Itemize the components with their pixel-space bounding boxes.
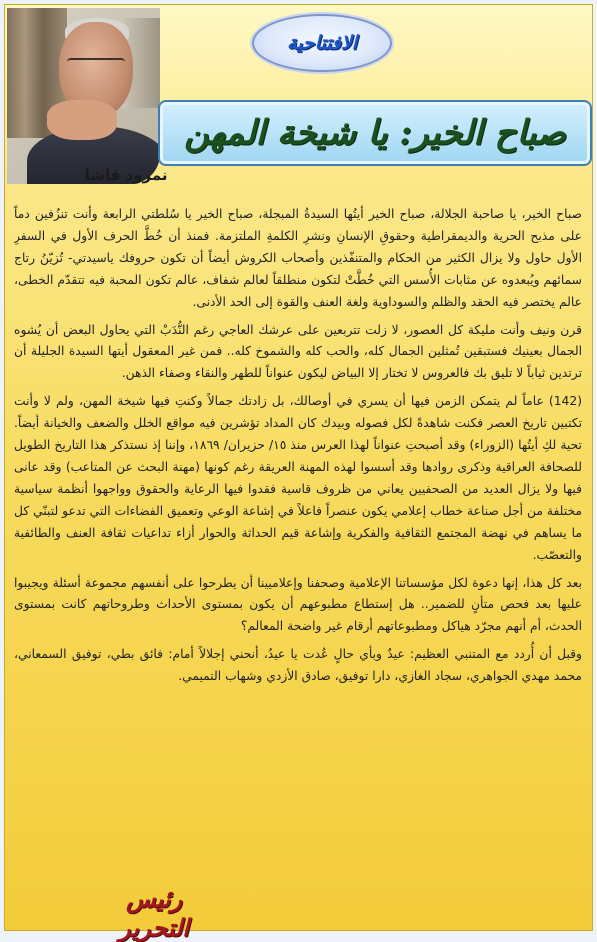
headline-banner [158,100,592,166]
paragraph: صباح الخير، يا صاحبة الجلالة، صباح الخير أيتُها السيدةُ المبجلة، صباح الخير يا سُلطتي الرابعة وأنت تنزُفين دماً على مذبح الحرية والديمقراطية وحقوقِ الإنسانِ ونشرِ الكلمةِ الملتزمة. فمنذ أن خُطَّ الحرف الأول في السفرِ الأول حاول ولا يزال الكثير من الحكام والمتنفّذين وأصحاب الكروش أيضاً أن تكون حروفك ياسيدتي- تُزيّنُ رتاج سمائهم ويُبعدوه عن مثابات الأُسس التي خُطَّتْ لتكون منطلقاً لعالم شفاف، عالم تكون المحبة فيه تتقدّم الخطى، عالم يختصر فيه الحقد والظلم والسوداوية ولغة العنف والقوة إلى الحد الأدنى. [14,207,582,309]
paragraph: وقبل أن أُردد مع المتنبي العظيم: عيدٌ وبأي حالٍ عُدت يا عيدُ، أنحني إجلالاً أمام: فائق بطي، توفيق السمعاني، محمد مهدي الجواهري، سجاد الغازي، دارا توفيق، صادق الأزدي وشهاب التميمي. [14,647,582,684]
section-badge [252,14,392,72]
author-photo [7,8,160,184]
paragraph: قرن ونيف وأنت مليكة كل العصور، لا زلت تتربعين على عرشك العاجي رغم النُّدَبْ التي يحاول البعض أن يُشوه الجمال بعينيك فستبقين تُمثلين الجمال كله، والحب كله والشموخ كله.. فمن غير المعقول أيتها السيدة الجليلة أن ترتدين ثياباً لا تليق بك فالعروس لا تختار إلا البياض ليكون عنواناً للطهر والنقاء وصفاء الذهن. [14,322,582,381]
paragraph: بعد كل هذا، إنها دعوة لكل مؤسساتنا الإعلامية وصحفنا وإعلاميينا أن يطرحوا على أنفسهم مجموعة أسئلة ويجيبوا عليها بعد فحص متأنٍ للضمير.. هل إستطاع مطبوعهم أن يكون بمستوى الأحداث وطروحاتهم كانت بمستوى الحدث، أم أنهم مجرّد هياكل ومطبوعاتهم أرقام غير واضحة المعالم؟ [14,575,582,634]
section-label: الافتتاحية [286,32,358,54]
headline-title: صباح الخير: يا شيخة المهن [184,113,566,153]
article-body [14,204,582,864]
paragraph: (142) عاماً لم يتمكن الزمن فيها أن يسري في أوصالك، بل زادتك جمالاً وكنتِ فيها شيخة المهن، ولم لا وأنت تكتبين تاريخ العصر فكنت شاهدةً لكل فصوله وبيدك كان المداد تؤشرين فيه مواقع الخلل والضعف والخيانة أيضاً. تحية لكِ أيتُها (الزوراء) وقد أصبحتِ عنواناً لهذا العرس منذ ١٥/ حزيران/ ١٨٦٩، وإننا إذ نستذكر هذا التاريخ الطويل للصحافة العراقية وذكرى روادها وقد أسسوا لهذه المهنة العريقة رغم كونها (مهنة البحث عن المتاعب) وقد عانى فيها ولا يزال العديد من الصحفيين يعاني من ظروف قاسية فقدوا فيها الرعاية والحقوق وواجهوا أنظمة سياسية مختلفة من أجل صناعة خطاب إعلامي يكون عنصراً فاعلاً في إشاعة الوعي وتعميق الفضاءات التي تدعو لتبنّي كل ما يساهم في نهضة المجتمع الثقافية والفكرية وإشاعة قيم الحداثة والحوار أزاء تداعيات ثقافة العنف والطائفية والتعصّب. [14,394,582,562]
author-name: نمرود قاشا [84,166,168,184]
editor-signature: رئيس التحرير [119,884,189,942]
